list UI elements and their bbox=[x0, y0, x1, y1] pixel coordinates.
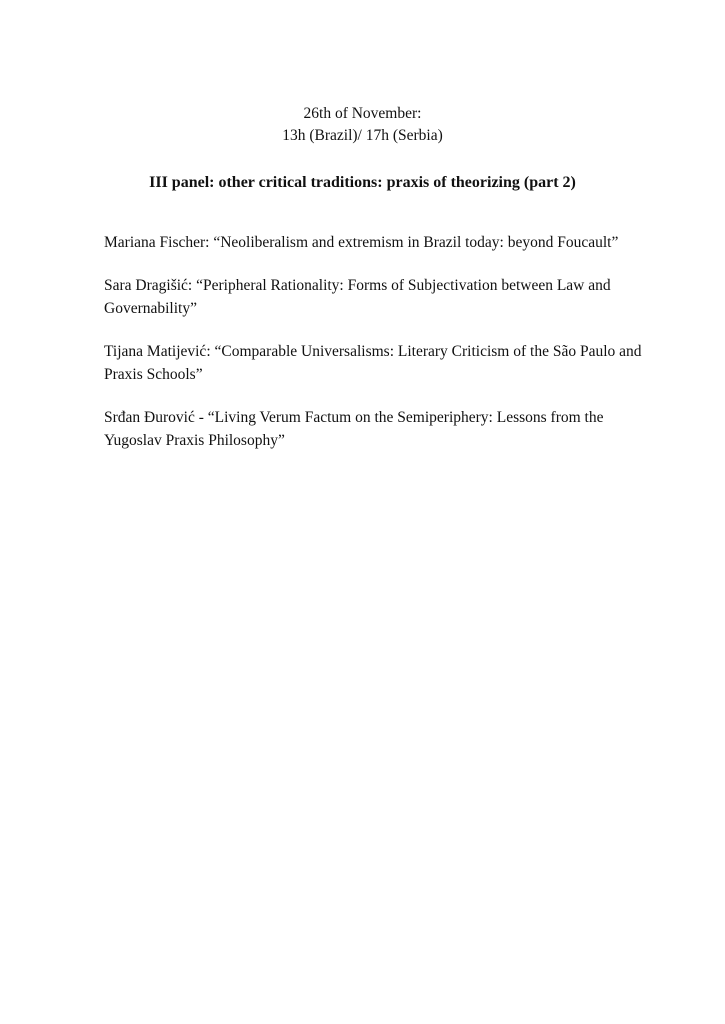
talk-item: Sara Dragišić: “Peripheral Rationality: Forms of Subjectivation between Law and Governability” bbox=[104, 277, 611, 317]
schedule-block bbox=[0, 103, 725, 147]
schedule-date: 26th of November: bbox=[303, 105, 422, 122]
talk-item: Srđan Đurović - “Living Verum Factum on the Semiperiphery: Lessons from the Yugoslav Praxis Philosophy” bbox=[104, 409, 604, 449]
talk-item: Mariana Fischer: “Neoliberalism and extremism in Brazil today: beyond Foucault” bbox=[104, 234, 619, 251]
schedule-time: 13h (Brazil)/ 17h (Serbia) bbox=[282, 127, 443, 144]
talk-list bbox=[104, 231, 664, 472]
panel-title: III panel: other critical traditions: praxis of theorizing (part 2) bbox=[149, 174, 576, 191]
talk-item: Tijana Matijević: “Comparable Universalisms: Literary Criticism of the São Paulo and Praxis Schools” bbox=[104, 343, 642, 383]
